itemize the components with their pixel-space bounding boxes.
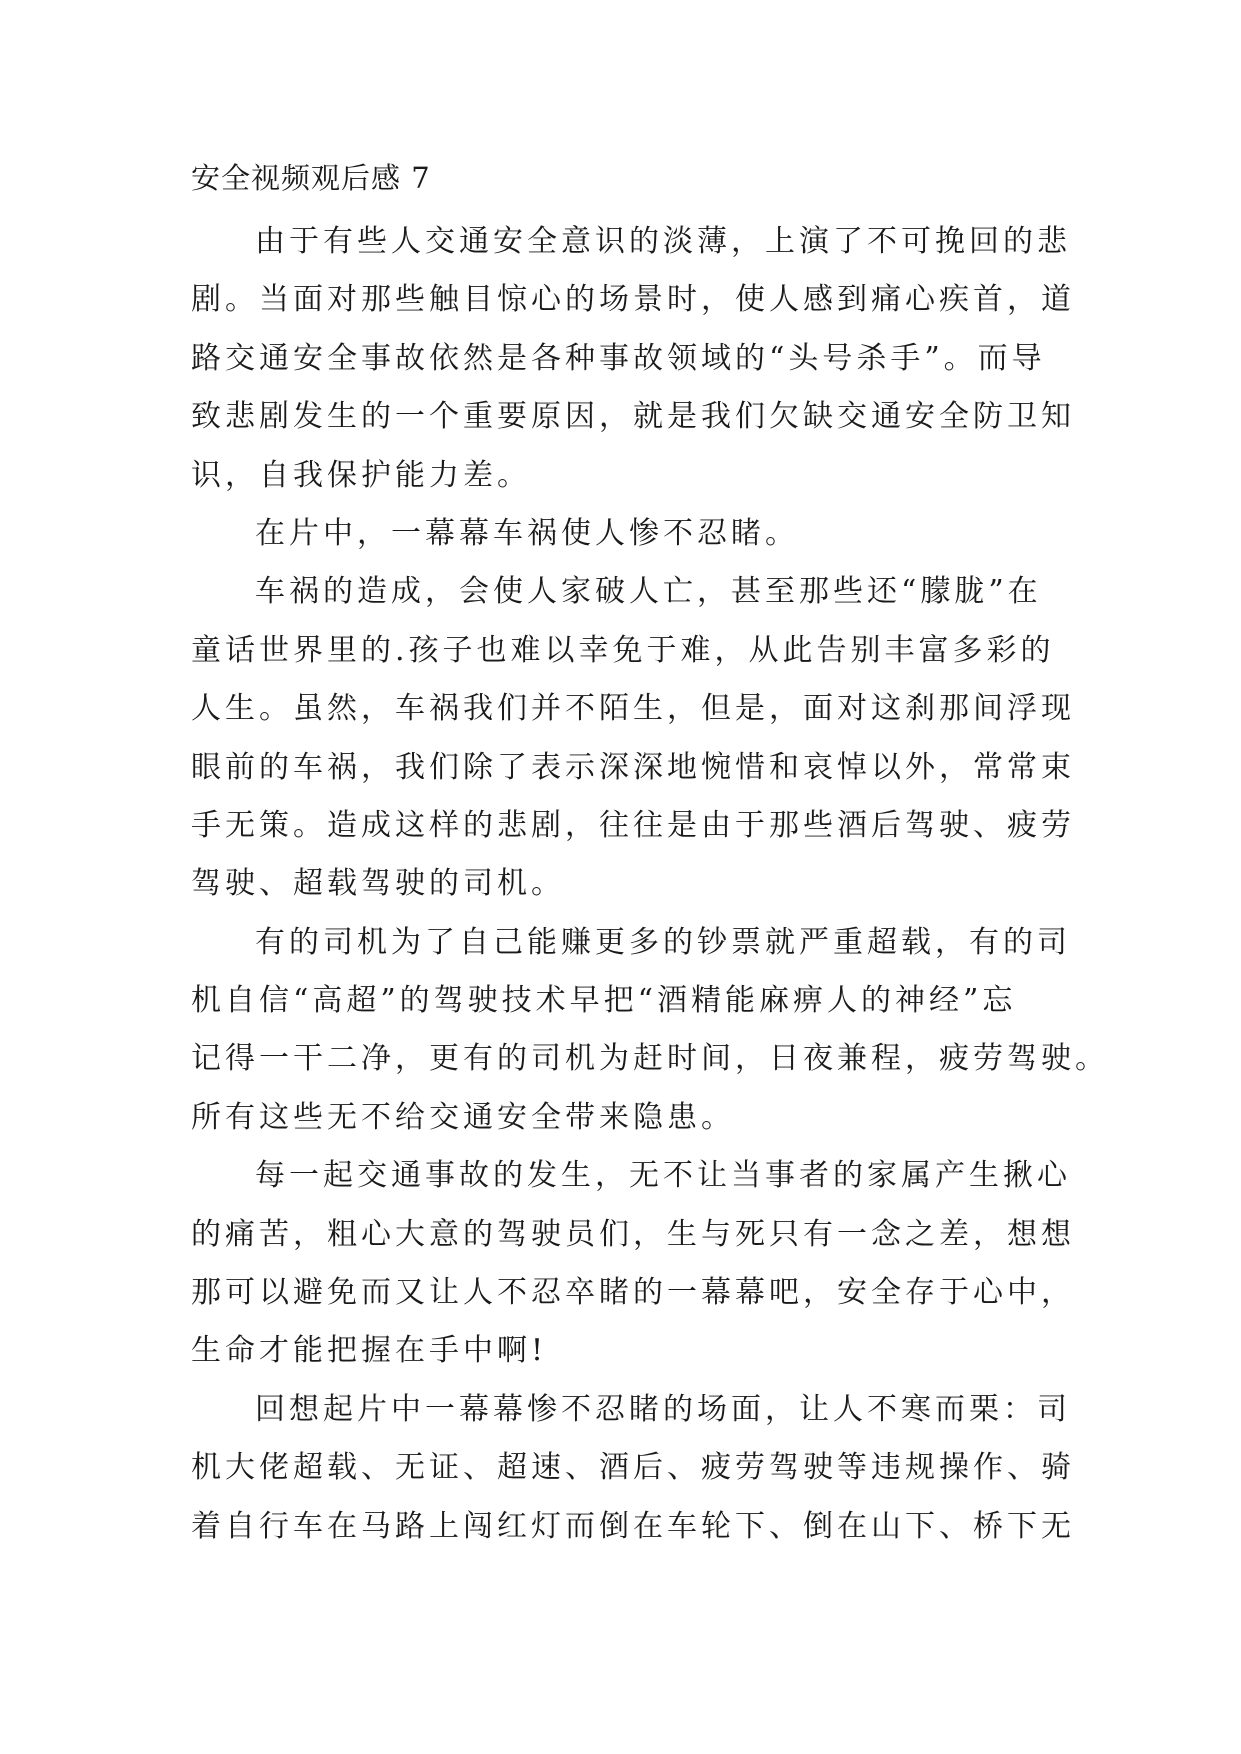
text-line: 路交通安全事故依然是各种事故领域的“头号杀手”。而导 <box>191 340 1046 376</box>
text-line: 生命才能把握在手中啊! <box>191 1333 548 1369</box>
text-line: 由于有些人交通安全意识的淡薄，上演了不可挽回的悲 <box>255 224 1071 259</box>
text-line: 着自行车在马路上闯红灯而倒在车轮下、倒在山下、桥下无 <box>191 1508 1075 1544</box>
text-line: 的痛苦，粗心大意的驾驶员们，生与死只有一念之差，想想 <box>191 1216 1075 1252</box>
text-line: 记得一干二净，更有的司机为赶时间，日夜兼程，疲劳驾驶。 <box>191 1041 1109 1077</box>
text-line: 剧。当面对那些触目惊心的场景时，使人感到痛心疾首，道 <box>191 282 1075 318</box>
text-line: 车祸的造成，会使人家破人亡，甚至那些还“朦胧”在 <box>255 574 1042 610</box>
text-line: 每一起交通事故的发生，无不让当事者的家属产生揪心 <box>255 1158 1071 1194</box>
text-line: 童话世界里的.孩子也难以幸免于难，从此告别丰富多彩的 <box>191 632 1055 668</box>
text-line: 人生。虽然，车祸我们并不陌生，但是，面对这刹那间浮现 <box>191 691 1075 727</box>
text-line: 有的司机为了自己能赚更多的钞票就严重超载，有的司 <box>255 924 1071 960</box>
text-line: 机自信“高超”的驾驶技术早把“酒精能麻痹人的神经”忘 <box>191 983 1017 1019</box>
text-line: 识，自我保护能力差。 <box>191 457 531 493</box>
text-line: 在片中，一幕幕车祸使人惨不忍睹。 <box>255 515 799 551</box>
text-line: 那可以避免而又让人不忍卒睹的一幕幕吧，安全存于心中， <box>191 1275 1075 1311</box>
text-line: 所有这些无不给交通安全带来隐患。 <box>191 1099 735 1135</box>
text-line: 手无策。造成这样的悲剧，往往是由于那些酒后驾驶、疲劳 <box>191 807 1075 843</box>
document-title: 安全视频观后感 7 <box>191 161 431 195</box>
text-line: 机大佬超载、无证、超速、酒后、疲劳驾驶等违规操作、骑 <box>191 1450 1075 1486</box>
text-line: 驾驶、超载驾驶的司机。 <box>191 866 565 902</box>
text-line: 眼前的车祸，我们除了表示深深地惋惜和哀悼以外，常常束 <box>191 749 1075 785</box>
text-line: 回想起片中一幕幕惨不忍睹的场面，让人不寒而栗：司 <box>255 1391 1071 1427</box>
text-line: 致悲剧发生的一个重要原因，就是我们欠缺交通安全防卫知 <box>191 399 1075 435</box>
document-body <box>191 213 1109 1556</box>
